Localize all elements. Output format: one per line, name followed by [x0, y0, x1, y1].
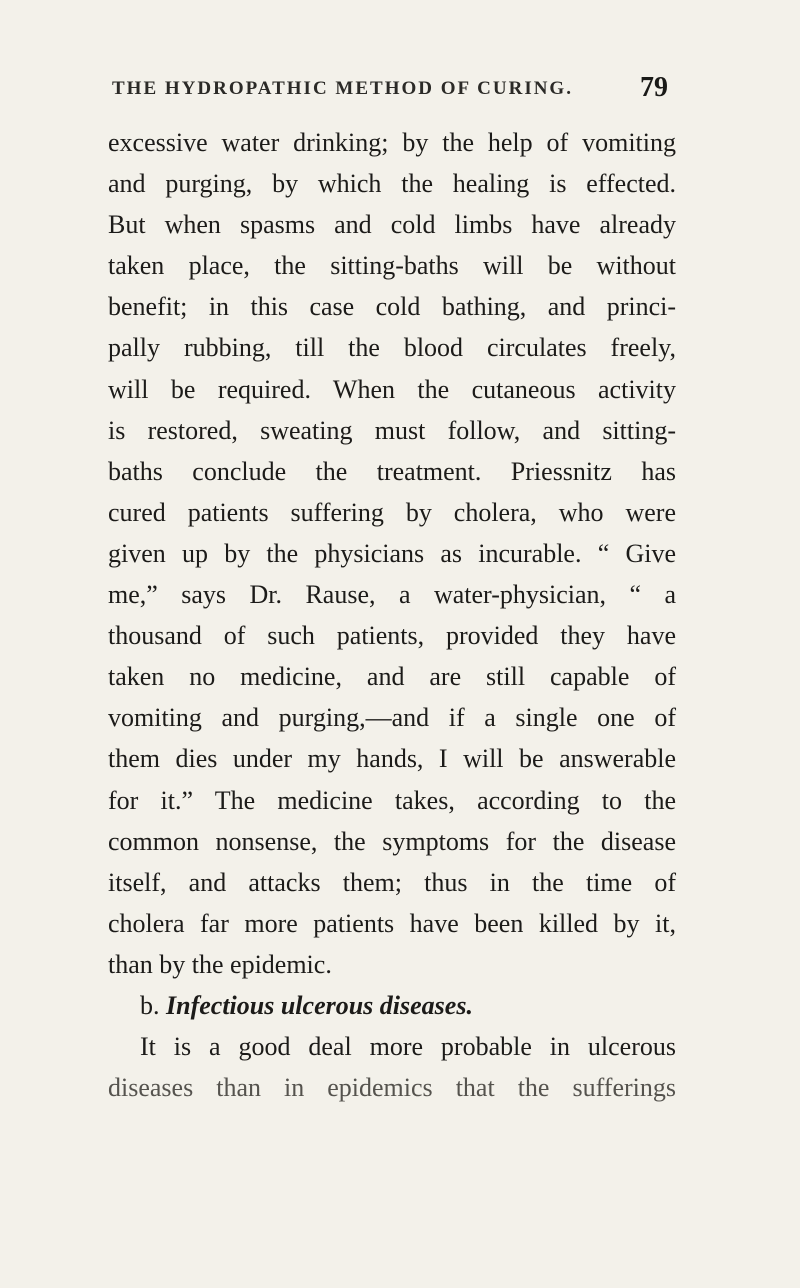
- text-line: benefit; in this case cold bathing, and princi-: [108, 292, 676, 322]
- body-text: [108, 122, 676, 1108]
- text-line: will be required. When the cutaneous activity: [108, 374, 676, 404]
- text-line: baths conclude the treatment. Priessnitz has: [108, 456, 676, 486]
- text-line: itself, and attacks them; thus in the time of: [108, 867, 676, 897]
- text-line: cured patients suffering by cholera, who were: [108, 497, 676, 527]
- text-line: and purging, by which the healing is effected.: [108, 169, 676, 199]
- text-line: for it.” The medicine takes, according to the: [108, 785, 676, 815]
- text-line: given up by the physicians as incurable. “ Give: [108, 538, 676, 568]
- text-line: is restored, sweating must follow, and sitting-: [108, 415, 676, 445]
- text-line: thousand of such patients, provided they have: [108, 621, 676, 651]
- text-line: vomiting and purging,—and if a single one of: [108, 703, 676, 733]
- text-line: pally rubbing, till the blood circulates freely,: [108, 333, 676, 363]
- text-line: taken no medicine, and are still capable of: [108, 662, 676, 692]
- section-marker: b.: [140, 990, 160, 1020]
- section-title: Infectious ulcerous diseases.: [166, 990, 473, 1020]
- text-line: common nonsense, the symptoms for the disease: [108, 826, 676, 856]
- page-number: 79: [640, 72, 668, 103]
- text-line: them dies under my hands, I will be answerable: [108, 744, 676, 774]
- text-line: excessive water drinking; by the help of vomiting: [108, 128, 676, 157]
- text-line: than by the epidemic.: [108, 949, 332, 979]
- text-line: taken place, the sitting-baths will be without: [108, 251, 676, 281]
- running-head: THE HYDROPATHIC METHOD OF CURING.: [112, 78, 573, 99]
- text-line: But when spasms and cold limbs have already: [108, 210, 676, 240]
- text-line: cholera far more patients have been killed by it,: [108, 908, 676, 938]
- text-line: It is a good deal more probable in ulcerous: [140, 1032, 676, 1062]
- text-line: me,” says Dr. Rause, a water-physician, “ a: [108, 580, 676, 610]
- page-header: [112, 72, 668, 108]
- text-line: diseases than in epidemics that the sufferings: [108, 1073, 676, 1103]
- section-heading: [108, 985, 676, 1026]
